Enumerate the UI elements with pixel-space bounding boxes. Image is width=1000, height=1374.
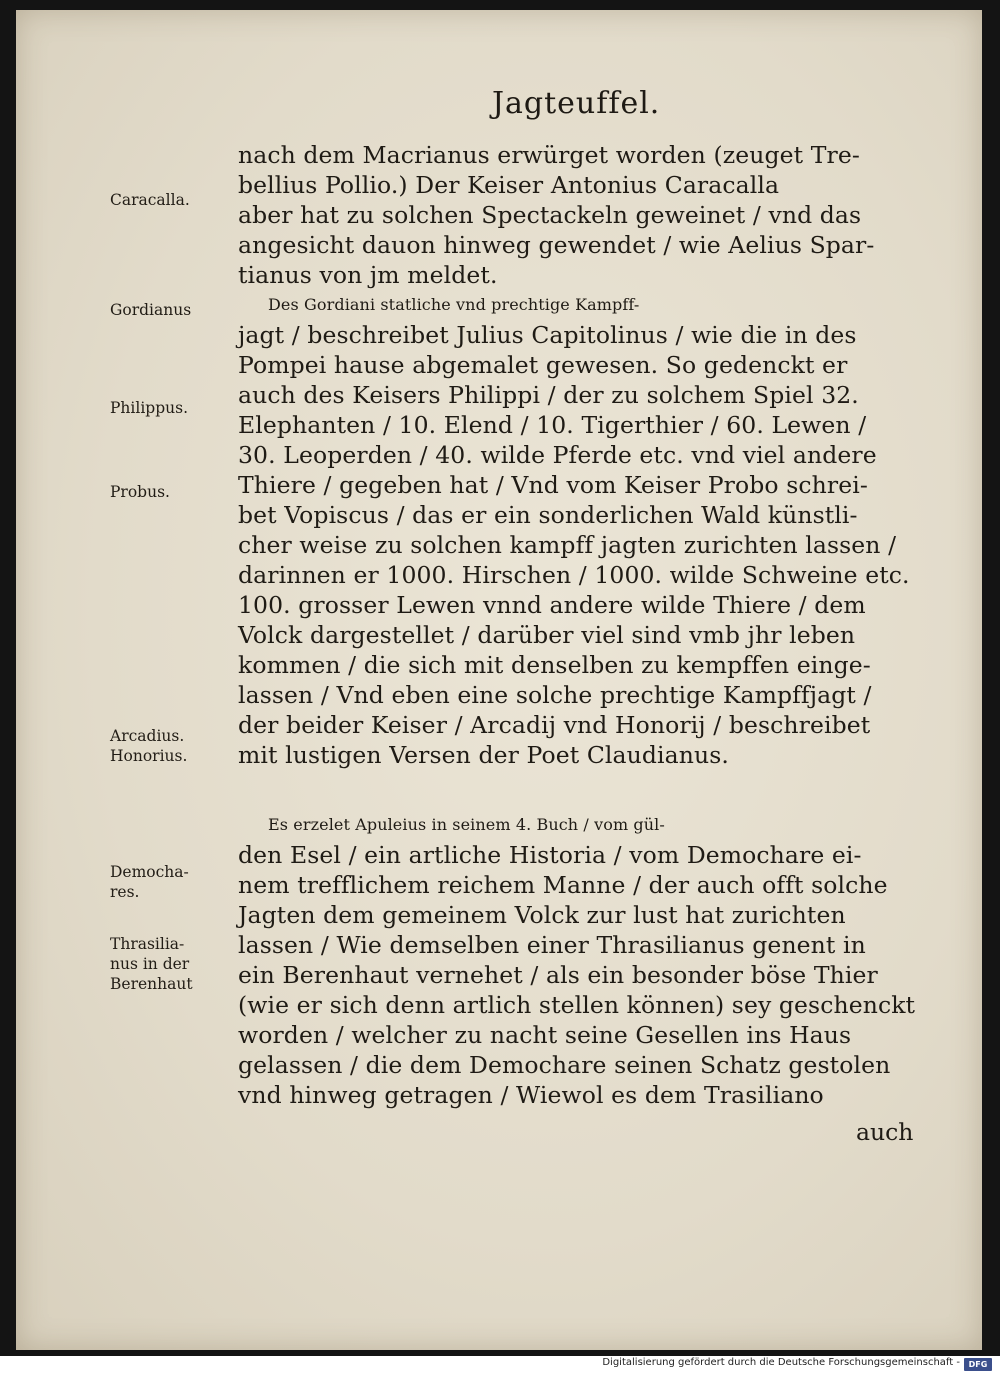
text-line: kommen / die sich mit denselben zu kempffen einge-: [238, 651, 871, 679]
margin-note-honorius: Honorius.: [110, 747, 188, 765]
text-line: lassen / Wie demselben einer Thrasilianus genent in: [238, 931, 866, 959]
text-line: Volck dargestellet / darüber viel sind vmb jhr leben: [238, 621, 856, 649]
text-line: mit lustigen Versen der Poet Claudianus.: [238, 741, 729, 769]
text-line: Elephanten / 10. Elend / 10. Tigerthier / 60. Lewen /: [238, 411, 867, 439]
catchword: auch: [856, 1118, 914, 1146]
text-line: vnd hinweg getragen / Wiewol es dem Trasiliano: [238, 1081, 824, 1109]
margin-note-arcadius: Arcadius.: [110, 727, 185, 745]
margin-note-res: res.: [110, 883, 140, 901]
margin-note-berenhaut: Berenhaut: [110, 975, 193, 993]
footer-bar: [0, 1356, 1000, 1374]
text-line: den Esel / ein artliche Historia / vom Demochare ei-: [238, 841, 862, 869]
margin-note-probus: Probus.: [110, 483, 170, 501]
text-line: darinnen er 1000. Hirschen / 1000. wilde Schweine etc.: [238, 561, 910, 589]
text-line: nach dem Macrianus erwürget worden (zeuget Tre-: [238, 141, 860, 169]
text-line: worden / welcher zu nacht seine Gesellen ins Haus: [238, 1021, 852, 1049]
text-line: 30. Leoperden / 40. wilde Pferde etc. vnd viel andere: [238, 441, 877, 469]
text-line: cher weise zu solchen kampff jagten zurichten lassen /: [238, 531, 897, 559]
text-line: bellius Pollio.) Der Keiser Antonius Caracalla: [238, 171, 780, 199]
text-line: jagt / beschreibet Julius Capitolinus / wie die in des: [238, 321, 857, 349]
running-head: Jagteuffel.: [492, 86, 661, 121]
text-line: tianus von jm meldet.: [238, 261, 498, 289]
text-line: nem trefflichem reichem Manne / der auch offt solche: [238, 871, 888, 899]
dfg-logo: DFG: [964, 1358, 992, 1371]
margin-note-gordianus: Gordianus: [110, 301, 192, 319]
footer-credit: Digitalisierung gefördert durch die Deutsche Forschungsgemeinschaft -: [602, 1357, 960, 1368]
text-line: lassen / Vnd eben eine solche prechtige Kampffjagt /: [238, 681, 872, 709]
text-line: der beider Keiser / Arcadij vnd Honorij / beschreibet: [238, 711, 871, 739]
text-line: Des Gordiani statliche vnd prechtige Kampff-: [268, 295, 640, 314]
margin-note-philippus: Philippus.: [110, 399, 188, 417]
book-page: [16, 10, 982, 1350]
text-line: angesicht dauon hinweg gewendet / wie Aelius Spar-: [238, 231, 875, 259]
text-line: gelassen / die dem Demochare seinen Schatz gestolen: [238, 1051, 891, 1079]
text-line: bet Vopiscus / das er ein sonderlichen Wald künstli-: [238, 501, 858, 529]
text-line: auch des Keisers Philippi / der zu solchem Spiel 32.: [238, 381, 859, 409]
text-line: Es erzelet Apuleius in seinem 4. Buch / vom gül-: [268, 815, 665, 834]
text-line: aber hat zu solchen Spectackeln geweinet / vnd das: [238, 201, 862, 229]
text-line: (wie er sich denn artlich stellen können) sey geschenckt: [238, 991, 916, 1019]
margin-note-thrasilia: Thrasilia-: [110, 935, 185, 953]
text-line: ein Berenhaut vernehet / als ein besonder böse Thier: [238, 961, 878, 989]
text-line: Pompei hause abgemalet gewesen. So gedenckt er: [238, 351, 848, 379]
margin-note-democha: Democha-: [110, 863, 189, 881]
text-line: Jagten dem gemeinem Volck zur lust hat zurichten: [238, 901, 846, 929]
text-line: Thiere / gegeben hat / Vnd vom Keiser Probo schrei-: [238, 471, 868, 499]
margin-note-nus-in-der: nus in der: [110, 955, 190, 973]
text-line: 100. grosser Lewen vnnd andere wilde Thiere / dem: [238, 591, 866, 619]
margin-note-caracalla: Caracalla.: [110, 191, 190, 209]
